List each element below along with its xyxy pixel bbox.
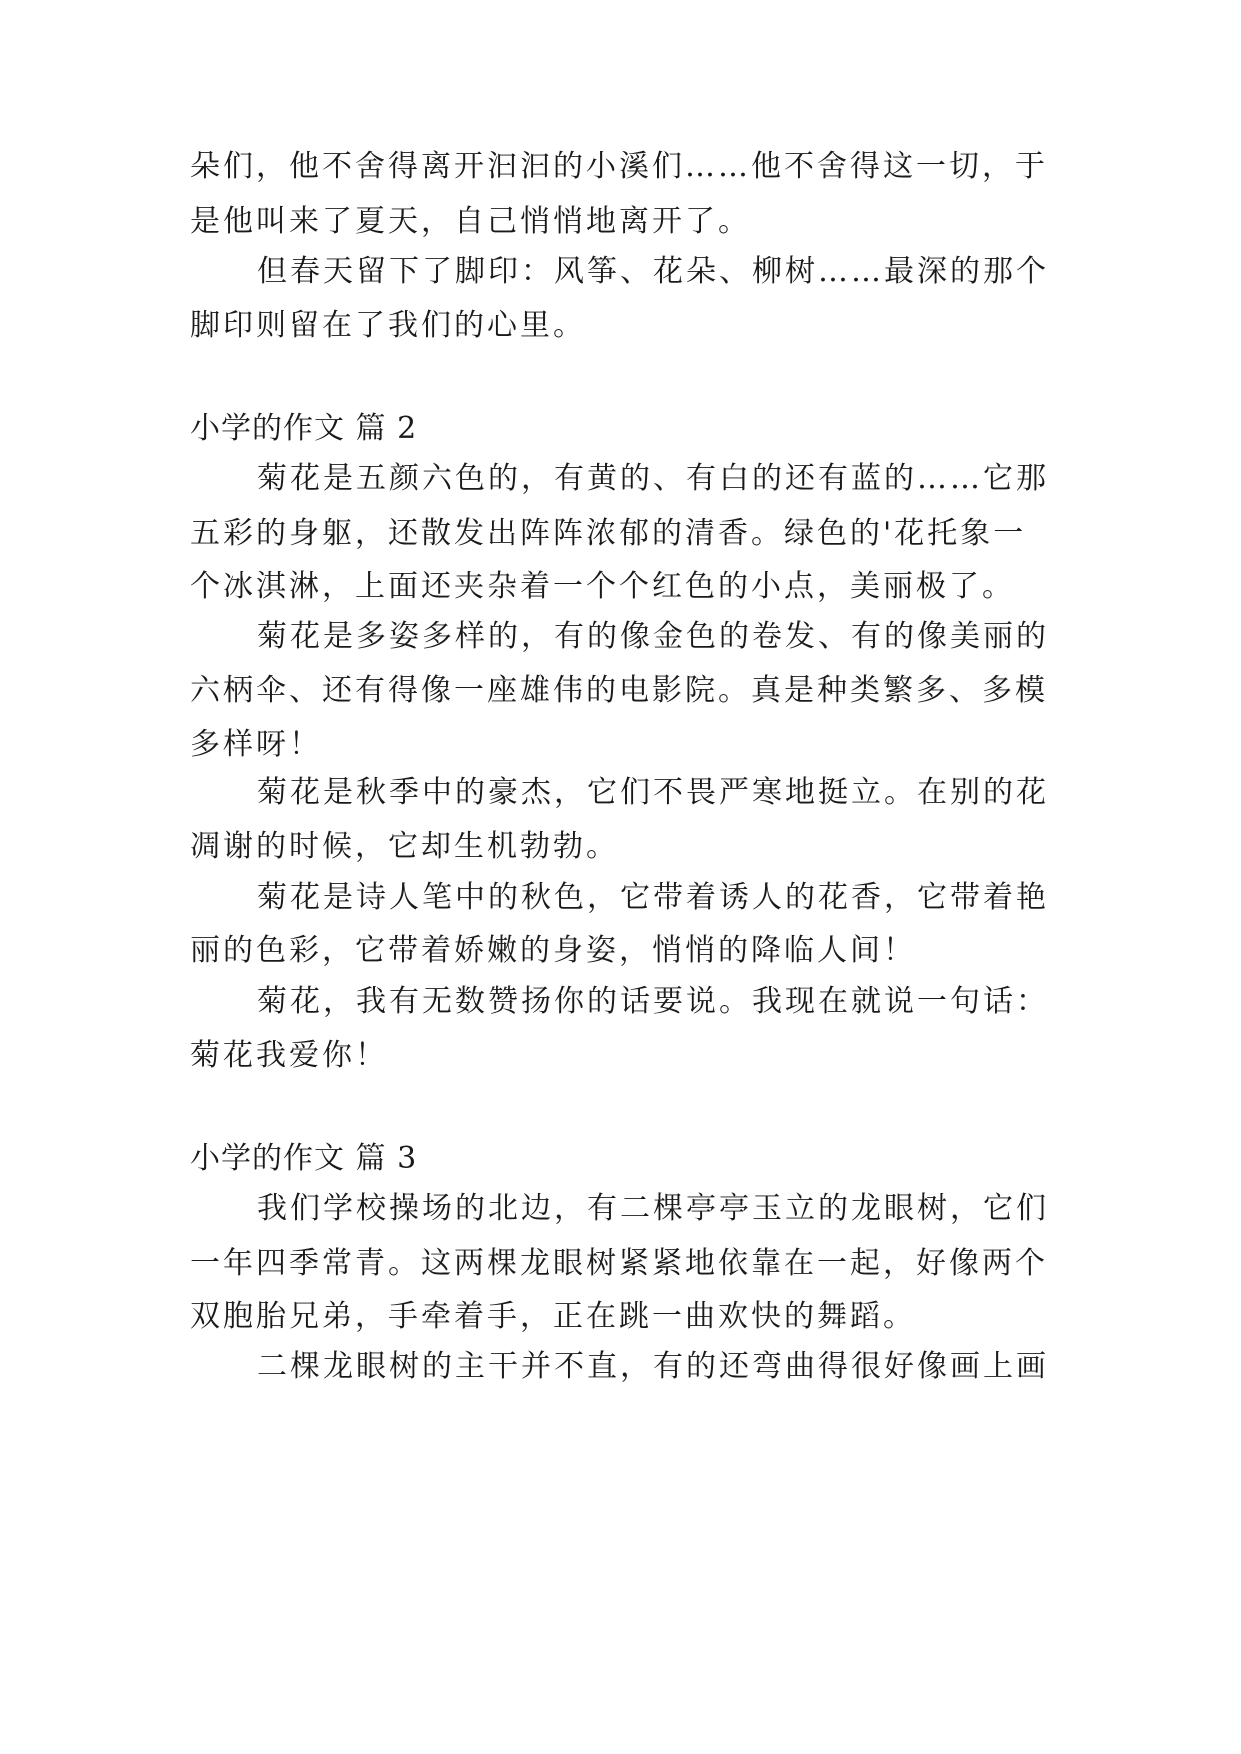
essay2-title: 小学的作文 篇 2 bbox=[190, 411, 418, 446]
essay3-line-2: 一年四季常青。这两棵龙眼树紧紧地依靠在一起，好像两个 bbox=[190, 1246, 1048, 1281]
essay3-line-3: 双胞胎兄弟，手牵着手，正在跳一曲欢快的舞蹈。 bbox=[190, 1299, 916, 1334]
essay2-line-8: 凋谢的时候，它却生机勃勃。 bbox=[190, 829, 619, 864]
essay2-line-3: 个冰淇淋，上面还夹杂着一个个红色的小点，美丽极了。 bbox=[190, 569, 1015, 604]
essay3-title: 小学的作文 篇 3 bbox=[190, 1141, 418, 1176]
essay1-line-4: 脚印则留在了我们的心里。 bbox=[190, 308, 586, 343]
essay1-line-3: 但春天留下了脚印：风筝、花朵、柳树……最深的那个 bbox=[257, 254, 1049, 289]
essay1-line-2: 是他叫来了夏天，自己悄悄地离开了。 bbox=[190, 204, 751, 239]
essay2-line-7: 菊花是秋季中的豪杰，它们不畏严寒地挺立。在别的花 bbox=[257, 775, 1049, 810]
essay2-line-12: 菊花我爱你！ bbox=[190, 1038, 388, 1073]
essay3-line-4: 二棵龙眼树的主干并不直，有的还弯曲得很好像画上画 bbox=[257, 1349, 1049, 1384]
essay2-line-6: 多样呀！ bbox=[190, 727, 322, 762]
essay2-line-4: 菊花是多姿多样的，有的像金色的卷发、有的像美丽的 bbox=[257, 619, 1049, 654]
essay2-line-2: 五彩的身躯，还散发出阵阵浓郁的清香。绿色的'花托象一 bbox=[190, 516, 1027, 551]
essay2-line-1: 菊花是五颜六色的，有黄的、有白的还有蓝的……它那 bbox=[257, 461, 1049, 496]
essay2-line-9: 菊花是诗人笔中的秋色，它带着诱人的花香，它带着艳 bbox=[257, 880, 1049, 915]
essay2-line-10: 丽的色彩，它带着娇嫩的身姿，悄悄的降临人间！ bbox=[190, 933, 916, 968]
essay2-line-5: 六柄伞、还有得像一座雄伟的电影院。真是种类繁多、多模 bbox=[190, 673, 1048, 708]
essay1-line-1: 朵们，他不舍得离开汩汩的小溪们……他不舍得这一切，于 bbox=[190, 149, 1048, 184]
essay3-line-1: 我们学校操场的北边，有二棵亭亭玉立的龙眼树，它们 bbox=[257, 1191, 1049, 1226]
essay2-line-11: 菊花，我有无数赞扬你的话要说。我现在就说一句话： bbox=[257, 984, 1049, 1019]
